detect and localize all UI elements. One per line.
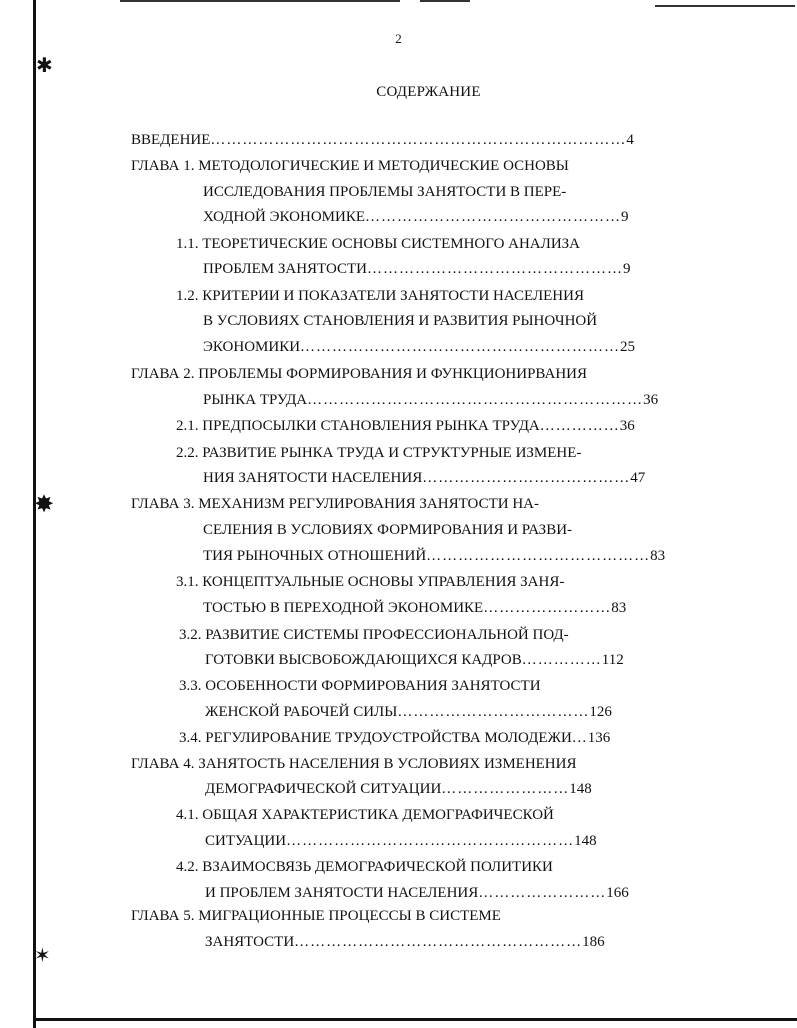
toc-leader-dots: ……………………	[441, 781, 570, 797]
toc-line	[176, 416, 635, 436]
ink-blot-icon: ✱	[36, 55, 53, 77]
toc-entry-text: 1.1. ТЕОРЕТИЧЕСКИЕ ОСНОВЫ СИСТЕМНОГО АНАЛИЗА	[176, 236, 580, 252]
toc-line	[205, 932, 605, 952]
toc-line	[203, 259, 631, 279]
toc-line	[203, 598, 626, 618]
toc-entry-text: 4.2. ВЗАИМОСВЯЗЬ ДЕМОГРАФИЧЕСКОЙ ПОЛИТИКИ	[176, 859, 553, 875]
toc-leader-dots: ……………	[521, 652, 602, 668]
toc-entry-text: СЕЛЕНИЯ В УСЛОВИЯХ ФОРМИРОВАНИЯ И РАЗВИ-	[203, 522, 573, 538]
scan-border-top	[420, 0, 470, 2]
scan-border-bottom	[33, 1018, 797, 1021]
toc-leader-dots: …	[571, 730, 588, 746]
toc-entry-text: ВВЕДЕНИЕ	[131, 132, 211, 148]
toc-line	[203, 390, 658, 410]
toc-entry-text: И ПРОБЛЕМ ЗАНЯТОСТИ НАСЕЛЕНИЯ	[205, 885, 479, 901]
toc-line	[205, 702, 612, 722]
toc-line	[176, 572, 564, 592]
toc-leader-dots: …………………………………………	[365, 209, 622, 225]
toc-line	[131, 130, 634, 150]
toc-line	[131, 906, 501, 926]
toc-line	[176, 443, 581, 463]
toc-line	[131, 754, 576, 774]
toc-leader-dots: ………………………………………………	[294, 934, 583, 950]
toc-entry-text: ЭКОНОМИКИ	[203, 339, 301, 355]
toc-leader-dots: ………………………………………………………	[307, 392, 644, 408]
ink-blot-icon: ✸	[34, 492, 55, 518]
toc-entry-text: 3.1. КОНЦЕПТУАЛЬНЫЕ ОСНОВЫ УПРАВЛЕНИЯ ЗАНЯ-	[176, 574, 565, 590]
toc-entry-text: ГОТОВКИ ВЫСВОБОЖДАЮЩИХСЯ КАДРОВ	[205, 652, 522, 668]
toc-leader-dots: …………………………………………	[367, 261, 624, 277]
page-number: 2	[395, 31, 402, 46]
toc-entry-text: В УСЛОВИЯХ СТАНОВЛЕНИЯ И РАЗВИТИЯ РЫНОЧНОЙ	[203, 313, 598, 329]
toc-leader-dots: ………………………………………………	[286, 833, 575, 849]
toc-leader-dots: ……………………………………	[426, 548, 651, 564]
toc-page-number: 47	[630, 470, 646, 486]
toc-entry-text: ХОДНОЙ ЭКОНОМИКЕ	[203, 209, 366, 225]
toc-line	[131, 364, 587, 384]
toc-page-number: 148	[574, 833, 597, 849]
toc-entry-text: ГЛАВА 4. ЗАНЯТОСТЬ НАСЕЛЕНИЯ В УСЛОВИЯХ ИЗМЕНЕНИЯ	[131, 756, 577, 772]
toc-entry-text: 2.1. ПРЕДПОСЫЛКИ СТАНОВЛЕНИЯ РЫНКА ТРУДА	[176, 418, 540, 434]
toc-entry-text: РЫНКА ТРУДА	[203, 392, 308, 408]
toc-entry-text: 1.2. КРИТЕРИИ И ПОКАЗАТЕЛИ ЗАНЯТОСТИ НАСЕЛЕНИЯ	[176, 288, 584, 304]
toc-line	[203, 311, 597, 331]
toc-line	[205, 779, 592, 799]
toc-line	[179, 676, 541, 696]
toc-line	[205, 883, 629, 903]
toc-page-number: 9	[621, 209, 629, 225]
toc-line	[203, 468, 645, 488]
toc-line	[176, 234, 580, 254]
toc-leader-dots: ……………………………………………………	[300, 339, 621, 355]
toc-line	[176, 805, 554, 825]
toc-page-number: 186	[582, 934, 605, 950]
toc-entry-text: ДЕМОГРАФИЧЕСКОЙ СИТУАЦИИ	[205, 781, 442, 797]
toc-entry-text: ИССЛЕДОВАНИЯ ПРОБЛЕМЫ ЗАНЯТОСТИ В ПЕРЕ-	[203, 184, 567, 200]
toc-page-number: 136	[587, 730, 611, 746]
toc-entry-text: СИТУАЦИИ	[205, 833, 287, 849]
toc-entry-text: 4.1. ОБЩАЯ ХАРАКТЕРИСТИКА ДЕМОГРАФИЧЕСКОЙ	[176, 807, 554, 823]
toc-entry-text: ТОСТЬЮ В ПЕРЕХОДНОЙ ЭКОНОМИКЕ	[203, 600, 484, 616]
toc-page-number: 83	[650, 548, 666, 564]
toc-entry-text: 2.2. РАЗВИТИЕ РЫНКА ТРУДА И СТРУКТУРНЫЕ ИЗМЕНЕ-	[176, 445, 582, 461]
toc-entry-text: ЗАНЯТОСТИ	[205, 934, 295, 950]
toc-line	[131, 156, 569, 176]
toc-page-number: 126	[589, 704, 612, 720]
toc-leader-dots: ……………………	[478, 885, 607, 901]
toc-entry-text: ЖЕНСКОЙ РАБОЧЕЙ СИЛЫ	[205, 704, 398, 720]
toc-line	[203, 520, 572, 540]
toc-line	[203, 546, 665, 566]
ink-blot-icon: ✶	[34, 945, 51, 967]
toc-page-number: 25	[620, 339, 636, 355]
toc-entry-text: НИЯ ЗАНЯТОСТИ НАСЕЛЕНИЯ	[203, 470, 423, 486]
toc-leader-dots: ……………………………………………………………………	[210, 132, 627, 148]
scan-border-top	[120, 0, 400, 2]
toc-line	[179, 728, 610, 748]
toc-entry-text: ГЛАВА 5. МИГРАЦИОННЫЕ ПРОЦЕССЫ В СИСТЕМЕ	[131, 908, 501, 924]
toc-entry-text: ГЛАВА 2. ПРОБЛЕМЫ ФОРМИРОВАНИЯ И ФУНКЦИОНИРВАНИЯ	[131, 366, 587, 382]
toc-page-number: 83	[611, 600, 627, 616]
toc-leader-dots: ……………………	[483, 600, 612, 616]
toc-line	[176, 286, 584, 306]
toc-leader-dots: …………………………………	[422, 470, 631, 486]
toc-line	[203, 207, 629, 227]
toc-title: СОДЕРЖАНИЕ	[376, 84, 481, 100]
toc-entry-text: ПРОБЛЕМ ЗАНЯТОСТИ	[203, 261, 368, 277]
toc-entry-text: ТИЯ РЫНОЧНЫХ ОТНОШЕНИЙ	[203, 548, 427, 564]
toc-entry-text: ГЛАВА 3. МЕХАНИЗМ РЕГУЛИРОВАНИЯ ЗАНЯТОСТИ НА-	[131, 496, 539, 512]
toc-entry-text: 3.4. РЕГУЛИРОВАНИЕ ТРУДОУСТРОЙСТВА МОЛОДЕЖИ	[179, 730, 572, 746]
toc-line	[179, 625, 569, 645]
toc-entry-text: ГЛАВА 1. МЕТОДОЛОГИЧЕСКИЕ И МЕТОДИЧЕСКИЕ ОСНОВЫ	[131, 158, 569, 174]
toc-page-number: 112	[601, 652, 624, 668]
toc-line	[205, 831, 597, 851]
toc-line	[205, 650, 624, 670]
toc-leader-dots: ………………………………	[397, 704, 590, 720]
toc-entry-text: 3.3. ОСОБЕННОСТИ ФОРМИРОВАНИЯ ЗАНЯТОСТИ	[179, 678, 541, 694]
toc-entry-text: 3.2. РАЗВИТИЕ СИСТЕМЫ ПРОФЕССИОНАЛЬНОЙ ПОД-	[179, 627, 569, 643]
toc-page-number: 36	[619, 418, 635, 434]
toc-line	[203, 182, 566, 202]
toc-page-number: 148	[569, 781, 592, 797]
toc-line	[203, 337, 635, 357]
toc-page-number: 4	[626, 132, 634, 148]
toc-page-number: 166	[606, 885, 629, 901]
toc-line	[176, 857, 553, 877]
toc-page-number: 36	[643, 392, 659, 408]
toc-leader-dots: ……………	[539, 418, 620, 434]
toc-line	[131, 494, 539, 514]
toc-page-number: 9	[623, 261, 631, 277]
scan-border-top	[655, 5, 795, 7]
